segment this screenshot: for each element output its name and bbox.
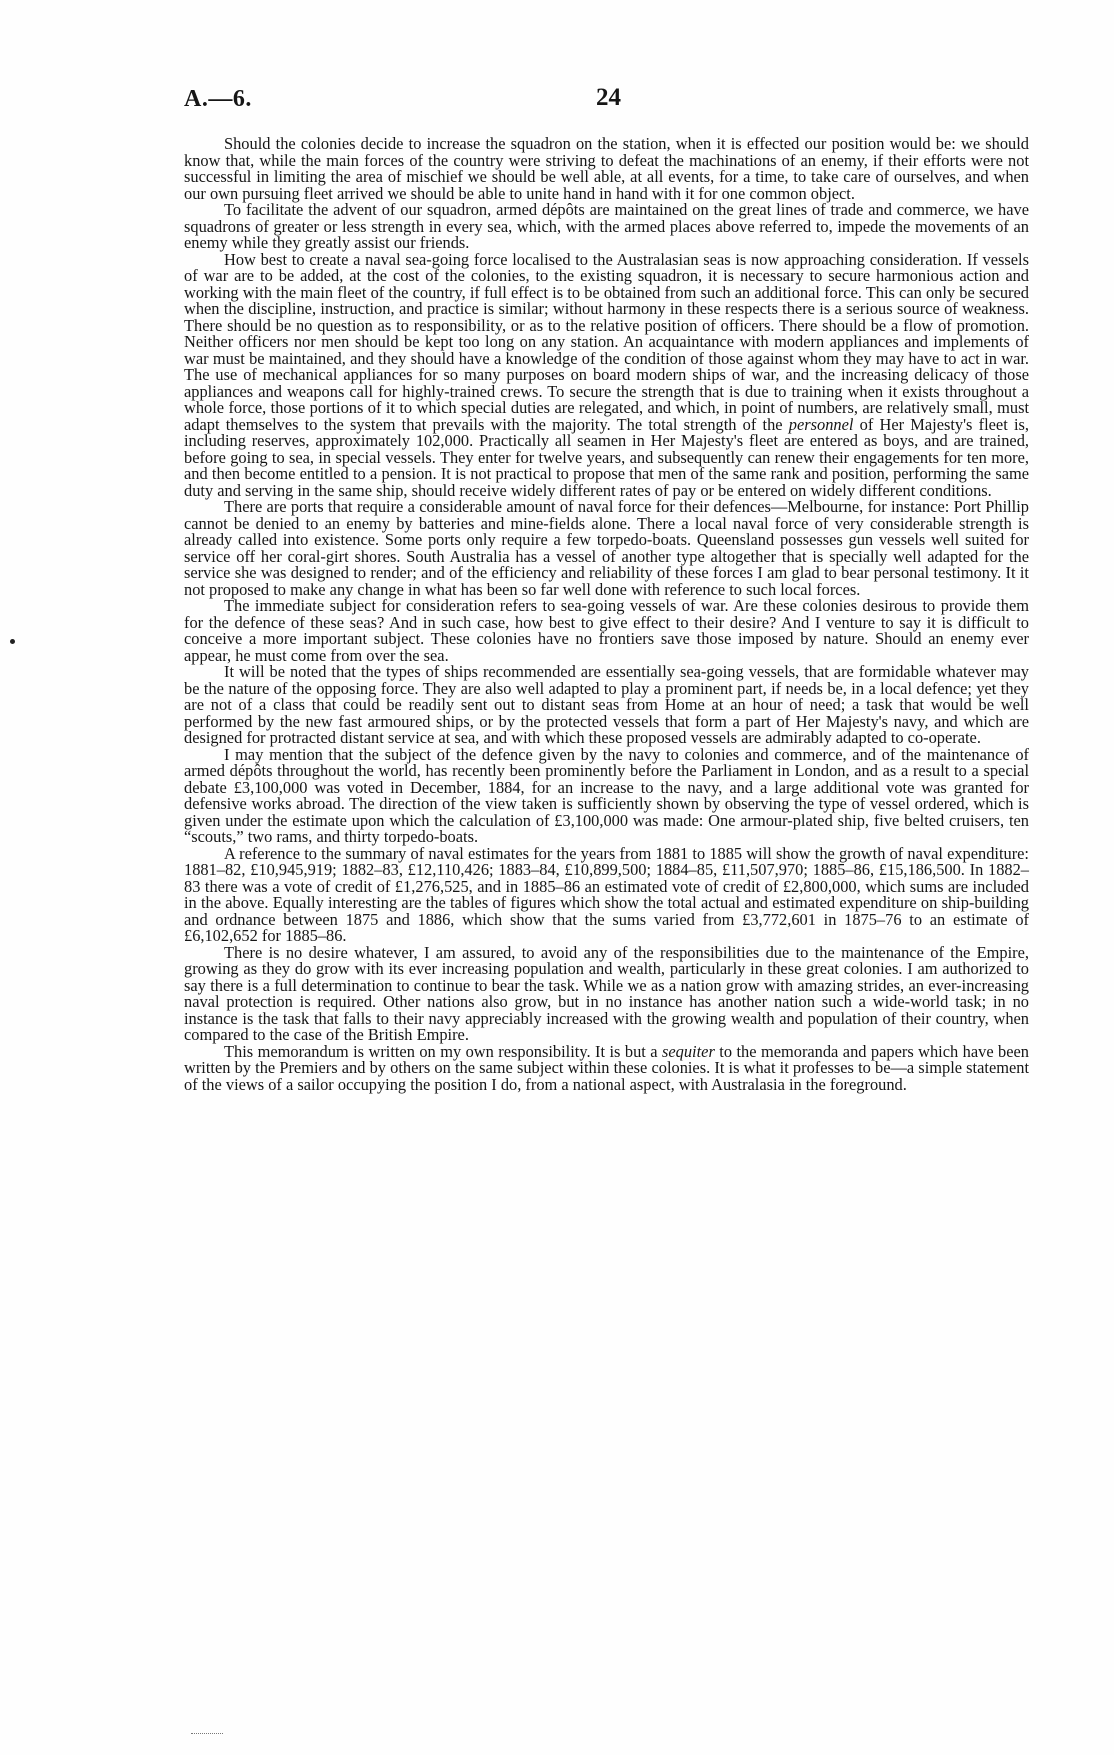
paragraph-memorandum-closing	[184, 1041, 1029, 1094]
paragraph-parliament-vote: I may mention that the subject of the defence given by the navy to colonies and commerce, and of the maintenance of armed dépôts throughout the world, has recently been prominently before the Parliament in London, and as a result to a special debate £3,100,000 was voted in December, 1884, for an increase to the navy, and a large additional vote was granted for defensive works abroad. The direction of the view taken is sufficiently shown by observing the type of vessel ordered, which is given under the estimate upon which the calculation of £3,100,000 was made: One armour-plated ship, five belted cruisers, ten “scouts,” two rams, and thirty torpedo-boats.	[184, 744, 1029, 846]
paragraph-closing-part-1: This memorandum is written on my own responsibility. It is but a	[224, 1041, 663, 1061]
paragraph-naval-estimates: A reference to the summary of naval estimates for the years from 1881 to 1885 will show the growth of naval expenditure: 1881–82, £10,945,919; 1882–83, £12,110,426; 1883–84, £10,899,500; 1884–85, £11,507,970; 1885–86, £15,186,500. In 1882–83 there was a vote of credit of £1,276,525, and in 1885–86 an estimated vote of credit of £2,800,000, which sums are included in the above. Equally interesting are the tables of figures which show the total actual and estimated expenditure on ship-building and ordnance between 1875 and 1886, which show that the sums varied from £3,772,601 in 1875–76 to an estimate of £6,102,652 for 1885–86.	[184, 843, 1029, 945]
paragraph-naval-force-part-1: How best to create a naval sea-going force localised to the Australasian seas is now approaching consideration. If vessels of war are to be added, at the cost of the colonies, to the existing squadron, it is necessary to secure harmonious action and working with the main fleet of the country, if full effect is to be obtained from such an additional force. This can only be secured when the discipline, instruction, and practice is similar; without harmony in these respects there is a serious source of weakness. There should be no question as to responsibility, or as to the relative position of officers. There should be a flow of promotion. Neither officers nor men should be kept too long on any station. An acquaintance with modern appliances and implements of war must be maintained, and they should have a knowledge of the condition of those against whom they may have to act in war. The use of mechanical appliances for so many purposes on board modern ships of war, and the increasing delicacy of those appliances and weapons call for highly-trained crews. To secure the strength that is due to training when it exists throughout a whole force, those portions of it to which special duties are relegated, and which, in point of numbers, are relatively small, must adapt themselves to the system that prevails with the majority. The total strength of the	[184, 249, 1029, 434]
paragraph-squadron-increase: Should the colonies decide to increase the squadron on the station, when it is effected our position would be: we should know that, while the main forces of the country were striving to defeat the machinations of an enemy, if their efforts were not successful in limiting the area of mischief we should be well able, at all events, for a time, to take care of ourselves, and when our own pursuing fleet arrived we should be able to unite hand in hand with it for one common object.	[184, 134, 1029, 203]
page-number: 24	[596, 84, 621, 111]
paragraph-naval-force-italic: personnel	[788, 414, 854, 434]
paragraph-naval-force-part-2: of Her Majesty's fleet is, including reserves, approximately 102,000. Practically all seamen in Her Majesty's fleet are entered as boys, and are trained, before going to sea, in special vessels. They enter for twelve years, and subsequently can renew their engagements for ten more, and then become entitled to a pension. It is not practical to propose that men of the same rank and position, performing the same duty and serving in the same ship, should receive widely different rates of pay or be entered on widely different conditions.	[184, 414, 1029, 500]
paragraph-empire-responsibility: There is no desire whatever, I am assured, to avoid any of the responsibilities due to the maintenance of the Empire, growing as they do grow with its ever increasing population and wealth, particularly in these great colonies. I am authorized to say there is a full determination to continue to bear the task. While we as a nation grow with amazing strides, an ever-increasing naval protection is required. Other nations also grow, but in no instance has another nation such a wide-world task; in no instance is the task that falls to their navy appreciably increased with the growing wealth and population of their country, when compared to the case of the British Empire.	[184, 942, 1029, 1044]
paragraph-ship-types: It will be noted that the types of ships recommended are essentially sea-going vessels, that are formidable whatever may be the nature of the opposing force. They are also well adapted to play a prominent part, if needs be, in a local defence; yet they are not of a class that could be readily sent out to distant seas from Home at an hour of need; a task that would be well performed by the new fast armoured ships, or by the protected vessels that form a part of Her Majesty's navy, and which are designed for protracted distant service at sea, and with which these proposed vessels are admirably adapted to co-operate.	[184, 662, 1029, 747]
paragraph-closing-italic: sequiter	[662, 1041, 715, 1061]
paragraph-naval-force	[184, 249, 1029, 500]
document-reference: A.—6.	[184, 86, 252, 112]
paragraph-armed-depots: To facilitate the advent of our squadron, armed dépôts are maintained on the great lines of trade and commerce, we have squadrons of greater or less strength in every sea, which, with the armed places above referred to, impede the movements of an enemy while they greatly assist our friends.	[184, 200, 1029, 252]
paragraph-closing-part-2: to the memoranda and papers which have been written by the Premiers and by others on the same subject within these colonies. It is what it professes to be—a simple statement of the views of a sailor occupying the position I do, from a national aspect, with Australasia in the foreground.	[184, 1041, 1029, 1094]
scan-corner-mark	[191, 1733, 223, 1738]
scan-speck	[10, 639, 15, 644]
memorandum-body	[184, 136, 1029, 1093]
paragraph-local-defences: There are ports that require a considerable amount of naval force for their defences—Melbourne, for instance: Port Phillip cannot be denied to an enemy by batteries and mine-fields alone. There a local naval force of very considerable strength is already called into existence. Some ports only require a few torpedo-boats. Queensland possesses gun vessels well suited for service off her coral-girt shores. South Australia has a vessel of another type altogether that is specially well adapted for the service she was designed to render; and of the efficiency and reliability of these forces I am glad to bear personal testimony. It it not proposed to make any change in what has been so far well done with reference to such local forces.	[184, 497, 1029, 599]
paragraph-sea-going-vessels: The immediate subject for consideration refers to sea-going vessels of war. Are these colonies desirous to provide them for the defence of these seas? And in such case, how best to give effect to their desire? And I venture to say it is difficult to conceive a more important subject. These colonies have no frontiers save those imposed by nature. Should an enemy ever appear, he must come from over the sea.	[184, 596, 1029, 665]
